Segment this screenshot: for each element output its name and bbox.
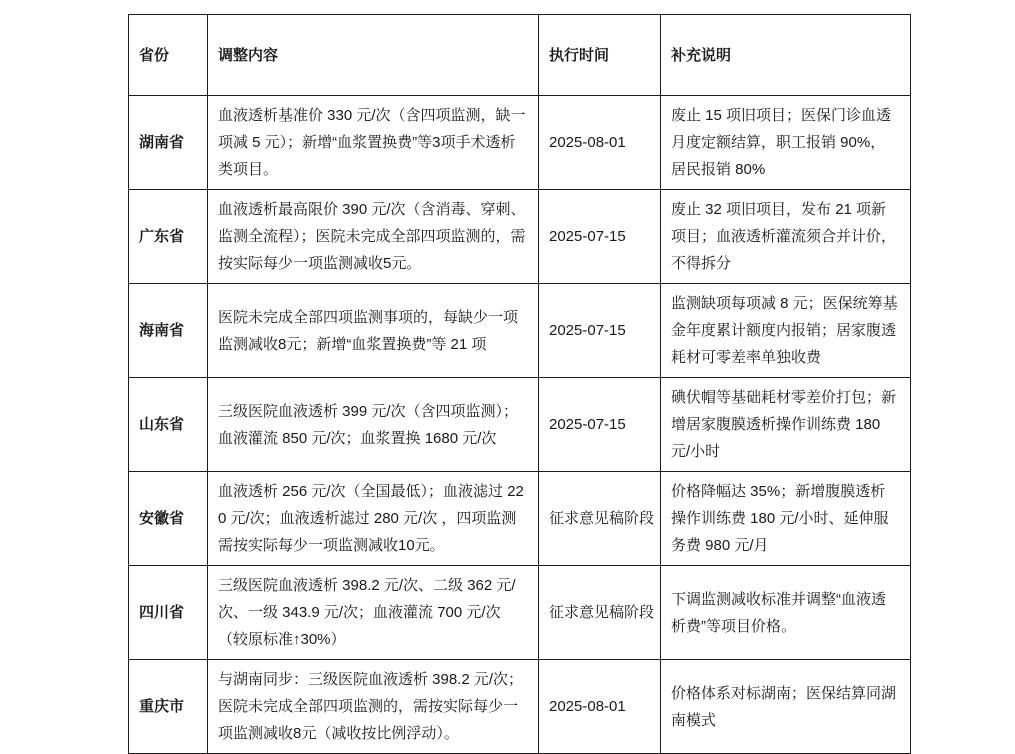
cell-time: 2025-08-01 — [539, 96, 661, 190]
cell-notes: 下调监测减收标准并调整“血液透析费”等项目价格。 — [661, 566, 911, 660]
cell-province: 重庆市 — [129, 660, 208, 754]
table-row — [129, 378, 911, 472]
cell-province: 广东省 — [129, 190, 208, 284]
cell-time: 2025-08-01 — [539, 660, 661, 754]
cell-province: 四川省 — [129, 566, 208, 660]
cell-content: 三级医院血液透析 398.2 元/次、二级 362 元/次、一级 343.9 元/次；血液灌流 700 元/次（较原标准↑30%） — [208, 566, 539, 660]
header-time: 执行时间 — [539, 15, 661, 96]
table-row — [129, 472, 911, 566]
cell-time: 2025-07-15 — [539, 190, 661, 284]
cell-time: 2025-07-15 — [539, 378, 661, 472]
cell-content: 与湖南同步：三级医院血液透析 398.2 元/次；医院未完成全部四项监测的，需按实际每少一项监测减收8元（减收按比例浮动）。 — [208, 660, 539, 754]
table-header-row — [129, 15, 911, 96]
header-content: 调整内容 — [208, 15, 539, 96]
table-row — [129, 190, 911, 284]
cell-content: 血液透析 256 元/次（全国最低）；血液滤过 220 元/次；血液透析滤过 280 元/次 ，四项监测需按实际每少一项监测减收10元。 — [208, 472, 539, 566]
cell-notes: 废止 32 项旧项目，发布 21 项新项目；血液透析灌流须合并计价，不得拆分 — [661, 190, 911, 284]
cell-province: 山东省 — [129, 378, 208, 472]
cell-time: 征求意见稿阶段 — [539, 472, 661, 566]
cell-notes: 价格降幅达 35%；新增腹膜透析操作训练费 180 元/小时、延伸服务费 980 元/月 — [661, 472, 911, 566]
table-row — [129, 96, 911, 190]
province-dialysis-pricing-table — [128, 14, 911, 754]
table-row — [129, 284, 911, 378]
cell-content: 血液透析基准价 330 元/次（含四项监测，缺一项减 5 元）；新增“血浆置换费”等3项手术透析类项目。 — [208, 96, 539, 190]
table-row — [129, 660, 911, 754]
cell-province: 海南省 — [129, 284, 208, 378]
cell-notes: 监测缺项每项减 8 元；医保统筹基金年度累计额度内报销；居家腹透耗材可零差率单独收费 — [661, 284, 911, 378]
header-province: 省份 — [129, 15, 208, 96]
cell-time: 征求意见稿阶段 — [539, 566, 661, 660]
table-row — [129, 566, 911, 660]
cell-content: 三级医院血液透析 399 元/次（含四项监测）；血液灌流 850 元/次；血浆置换 1680 元/次 — [208, 378, 539, 472]
cell-province: 湖南省 — [129, 96, 208, 190]
cell-time: 2025-07-15 — [539, 284, 661, 378]
cell-notes: 废止 15 项旧项目；医保门诊血透月度定额结算，职工报销 90%，居民报销 80% — [661, 96, 911, 190]
cell-content: 血液透析最高限价 390 元/次（含消毒、穿刺、监测全流程）；医院未完成全部四项监测的，需按实际每少一项监测减收5元。 — [208, 190, 539, 284]
cell-province: 安徽省 — [129, 472, 208, 566]
cell-content: 医院未完成全部四项监测事项的，每缺少一项监测减收8元；新增“血浆置换费”等 21 项 — [208, 284, 539, 378]
header-notes: 补充说明 — [661, 15, 911, 96]
cell-notes: 碘伏帽等基础耗材零差价打包；新增居家腹膜透析操作训练费 180 元/小时 — [661, 378, 911, 472]
cell-notes: 价格体系对标湖南；医保结算同湖南模式 — [661, 660, 911, 754]
